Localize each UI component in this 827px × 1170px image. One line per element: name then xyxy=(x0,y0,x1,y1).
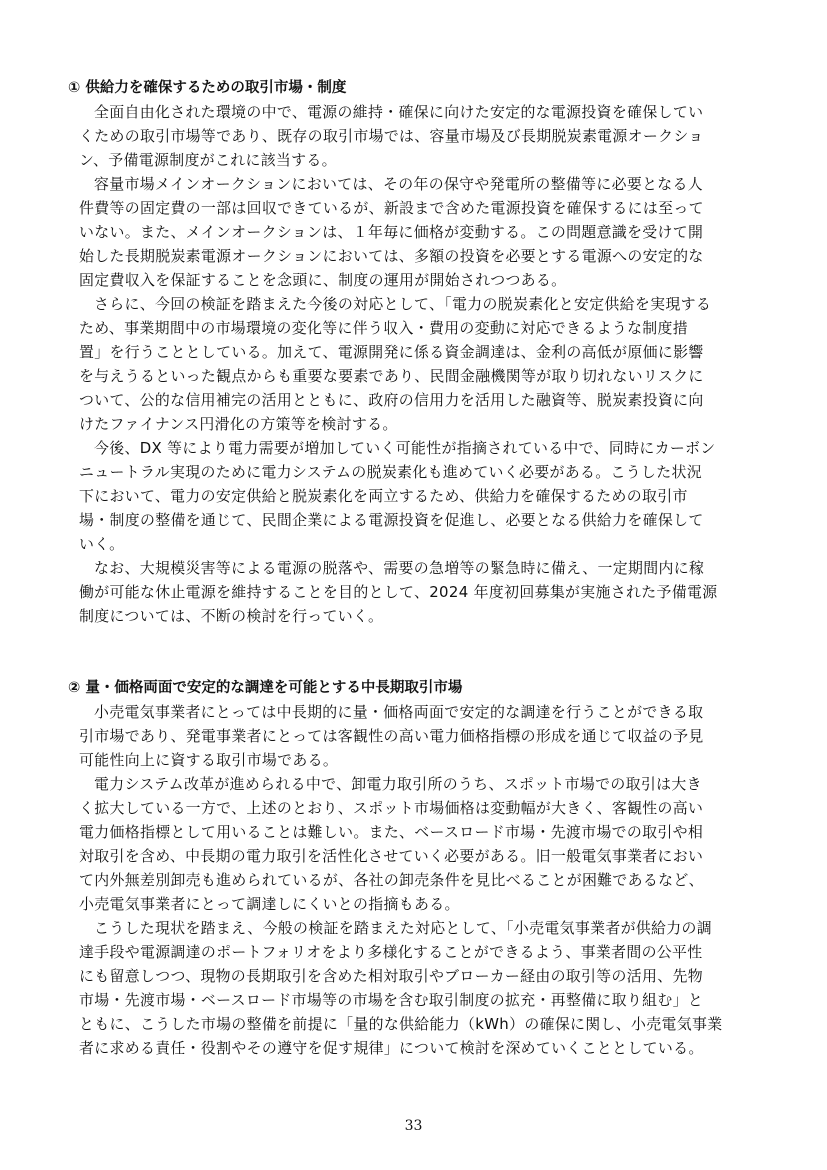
paragraph-line: 下において、電力の安定供給と脱炭素化を両立するため、供給力を確保するための取引市 xyxy=(79,487,688,505)
paragraph-line: 場・制度の整備を通じて、民間企業による電源投資を促進し、必要となる供給力を確保して xyxy=(79,511,704,529)
paragraph-line: ニュートラル実現のために電力システムの脱炭素化も進めていく必要がある。こうした状況 xyxy=(79,463,702,481)
paragraph-line: こうした現状を踏まえ、今般の検証を踏まえた対応として、「小売電気事業者が供給力の調 xyxy=(94,919,713,937)
paragraph-line: く拡大している一方で、上述のとおり、スポット市場価格は変動幅が大きく、客観性の高い xyxy=(79,799,704,817)
paragraph-line: 制度については、不断の検討を行っていく。 xyxy=(79,607,384,625)
paragraph-line: いない。また、メインオークションは、１年毎に価格が変動する。この問題意識を受けて開 xyxy=(79,223,704,241)
section-heading: ① 供給力を確保するための取引市場・制度 xyxy=(68,80,347,96)
paragraph-line: 達手段や電源調達のポートフォリオをより多様化することができるよう、事業者間の公平性 xyxy=(79,943,703,961)
paragraph-line: て内外無差別卸売も進められているが、各社の卸売条件を見比べることが困難であるなど、 xyxy=(79,871,704,889)
section-heading: ② 量・価格両面で安定的な調達を可能とする中長期取引市場 xyxy=(68,680,463,696)
paragraph-line: 始した長期脱炭素電源オークションにおいては、多額の投資を必要とする電源への安定的な xyxy=(79,247,704,265)
paragraph-line: ン、予備電源制度がこれに該当する。 xyxy=(79,151,337,169)
paragraph-line: 市場・先渡市場・ベースロード市場等の市場を含む取引制度の拡充・再整備に取り組む」と xyxy=(79,991,704,1009)
paragraph-line: いく。 xyxy=(79,535,125,553)
paragraph-line: 電力システム改革が進められる中で、卸電力取引所のうち、スポット市場での取引は大き xyxy=(94,775,702,793)
paragraph-line: 可能性向上に資する取引市場である。 xyxy=(79,751,339,769)
paragraph-line: 固定費収入を保証することを念頭に、制度の運用が開始されつつある。 xyxy=(79,271,567,289)
paragraph-line: さらに、今回の検証を踏まえた今後の対応として、「電力の脱炭素化と安定供給を実現する xyxy=(94,295,712,313)
paragraph-line: 働が可能な休止電源を維持することを目的として、2024 年度初回募集が実施された予備電源 xyxy=(79,583,718,601)
paragraph-line: ついて、公的な信用補完の活用とともに、政府の信用力を活用した融資等、脱炭素投資に向 xyxy=(79,391,704,409)
paragraph-line: 今後、DX 等により電力需要が増加していく可能性が指摘されている中で、同時にカーボン xyxy=(94,439,716,457)
paragraph-line: 者に求める責任・役割やその遵守を促す規律」について検討を深めていくこととしている。 xyxy=(79,1039,704,1057)
paragraph-line: なお、大規模災害等による電源の脱落や、需要の急増等の緊急時に備え、一定期間内に稼 xyxy=(94,559,705,577)
section-supply-capacity-market xyxy=(68,76,773,628)
paragraph-line: ともに、こうした市場の整備を前提に「量的な供給能力（kWh）の確保に関し、小売電気事業 xyxy=(79,1015,723,1033)
paragraph-line: くための取引市場等であり、既存の取引市場では、容量市場及び長期脱炭素電源オークショ xyxy=(79,127,704,145)
paragraph-line: を与えうるといった観点からも重要な要素であり、民間金融機関等が取り切れないリスクに xyxy=(79,367,704,385)
paragraph-line: 小売電気事業者にとっては中長期的に量・価格両面で安定的な調達を行うことができる取 xyxy=(94,703,704,721)
paragraph-line: 件費等の固定費の一部は回収できているが、新設まで含めた電源投資を確保するには至って xyxy=(79,199,704,217)
page-number: 33 xyxy=(404,1118,423,1134)
paragraph-line: 容量市場メインオークションにおいては、その年の保守や発電所の整備等に必要となる人 xyxy=(94,175,704,193)
paragraph-line: 電力価格指標として用いることは難しい。また、ベースロード市場・先渡市場での取引や相 xyxy=(79,823,704,841)
paragraph-line: けたファイナンス円滑化の方策等を検討する。 xyxy=(79,415,398,433)
paragraph-line: 置」を行うこととしている。加えて、電源開発に係る資金調達は、金利の高低が原価に影響 xyxy=(79,343,704,361)
paragraph-line: 小売電気事業者にとって調達しにくいとの指摘もある。 xyxy=(79,895,460,913)
paragraph-line: 対取引を含め、中長期の電力取引を活性化させていく必要がある。旧一般電気事業者におい xyxy=(79,847,704,865)
paragraph-line: にも留意しつつ、現物の長期取引を含めた相対取引やブローカー経由の取引等の活用、先物 xyxy=(79,967,703,985)
paragraph-line: 全面自由化された環境の中で、電源の維持・確保に向けた安定的な電源投資を確保してい xyxy=(94,103,704,121)
section-mid-long-term-market xyxy=(68,676,773,1060)
paragraph-line: 引市場であり、発電事業者にとっては客観性の高い電力価格指標の形成を通じて収益の予見 xyxy=(79,727,704,745)
paragraph-line: ため、事業期間中の市場環境の変化等に伴う収入・費用の変動に対応できるような制度措 xyxy=(79,319,689,337)
